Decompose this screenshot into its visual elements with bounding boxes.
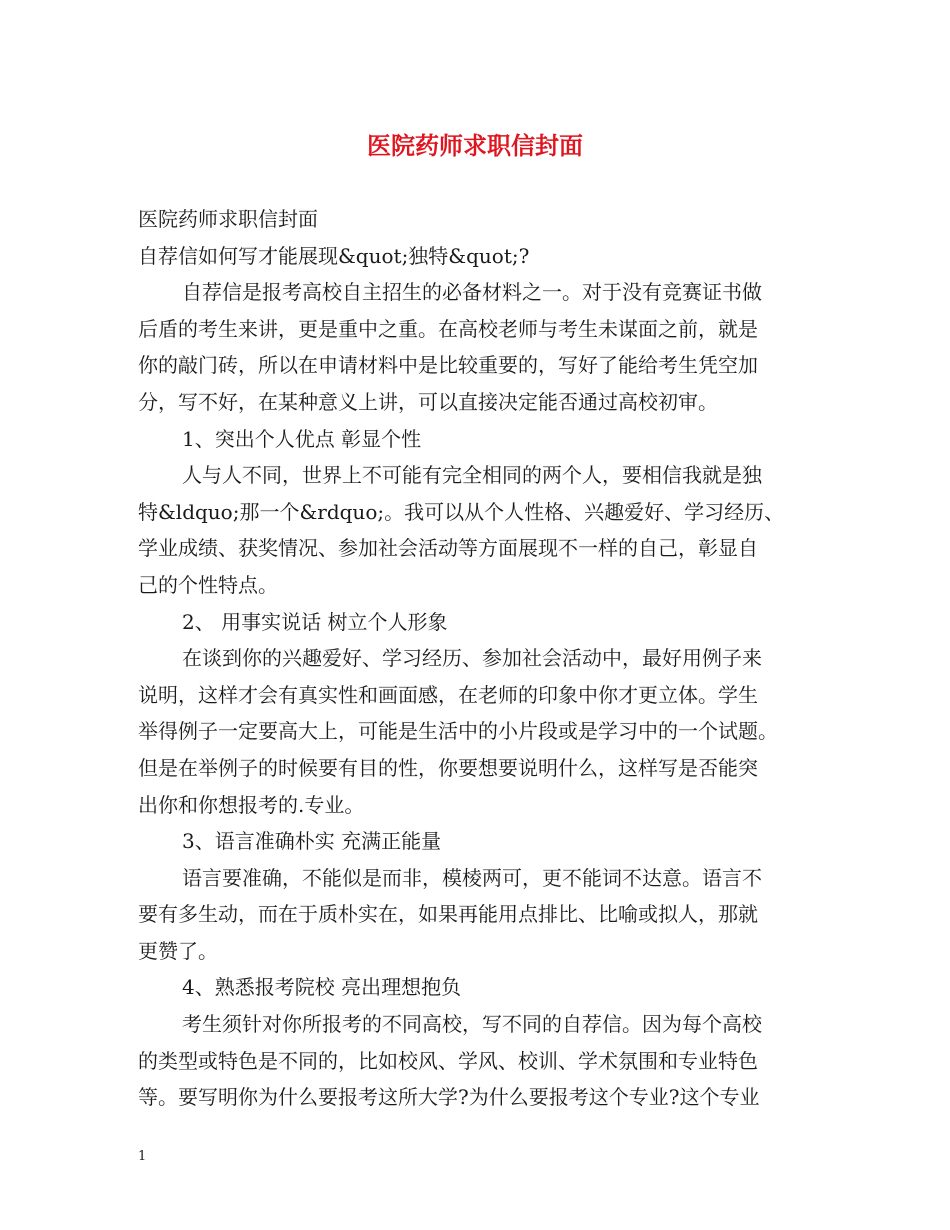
text-line: 自荐信如何写才能展现&quot;独特&quot;? <box>138 243 530 268</box>
text-line: 在谈到你的兴趣爱好、学习经历、参加社会活动中，最好用例子来 <box>182 646 762 671</box>
text-line: 说明，这样才会有真实性和画面感，在老师的印象中你才更立体。学生 <box>138 682 758 707</box>
text-line: 更赞了。 <box>138 938 218 963</box>
text-line: 要有多生动，而在于质朴实在，如果再能用点排比、比喻或拟人，那就 <box>138 902 758 927</box>
text-line: 特&ldquo;那一个&rdquo;。我可以从个人性格、兴趣爱好、学习经历、 <box>138 499 785 524</box>
text-line: 考生须针对你所报考的不同高校，写不同的自荐信。因为每个高校 <box>182 1012 762 1037</box>
text-line: 分，写不好，在某种意义上讲，可以直接决定能否通过高校初审。 <box>138 389 718 414</box>
text-line: 3、语言准确朴实 充满正能量 <box>182 829 442 854</box>
text-line: 你的敲门砖，所以在申请材料中是比较重要的，写好了能给考生凭空加 <box>138 353 758 378</box>
text-line: 后盾的考生来讲，更是重中之重。在高校老师与考生未谋面之前，就是 <box>138 316 758 341</box>
text-line: 等。要写明你为什么要报考这所大学?为什么要报考这个专业?这个专业 <box>138 1085 760 1110</box>
document-body <box>138 201 828 1116</box>
text-line: 医院药师求职信封面 <box>138 207 318 231</box>
text-line: 但是在举例子的时候要有目的性，你要想要说明什么，这样写是否能突 <box>138 755 758 780</box>
text-line: 举得例子一定要高大上，可能是生活中的小片段或是学习中的一个试题。 <box>138 719 778 744</box>
text-line: 己的个性特点。 <box>138 572 278 597</box>
text-line: 2、 用事实说话 树立个人形象 <box>182 609 448 634</box>
text-line: 语言要准确，不能似是而非，模棱两可，更不能词不达意。语言不 <box>182 865 762 890</box>
text-line: 4、熟悉报考院校 亮出理想抱负 <box>182 975 462 1000</box>
document-title: 医院药师求职信封面 <box>367 131 583 160</box>
page-number: 1 <box>138 1149 147 1164</box>
text-line: 出你和你想报考的.专业。 <box>138 792 365 817</box>
text-line: 的类型或特色是不同的，比如校风、学风、校训、学术氛围和专业特色 <box>138 1048 758 1073</box>
text-line: 人与人不同，世界上不可能有完全相同的两个人，要相信我就是独 <box>182 463 762 488</box>
text-line: 自荐信是报考高校自主招生的必备材料之一。对于没有竞赛证书做 <box>182 280 762 305</box>
text-line: 1、突出个人优点 彰显个性 <box>182 426 422 451</box>
text-line: 学业成绩、获奖情况、参加社会活动等方面展现不一样的自己，彰显自 <box>138 536 758 561</box>
